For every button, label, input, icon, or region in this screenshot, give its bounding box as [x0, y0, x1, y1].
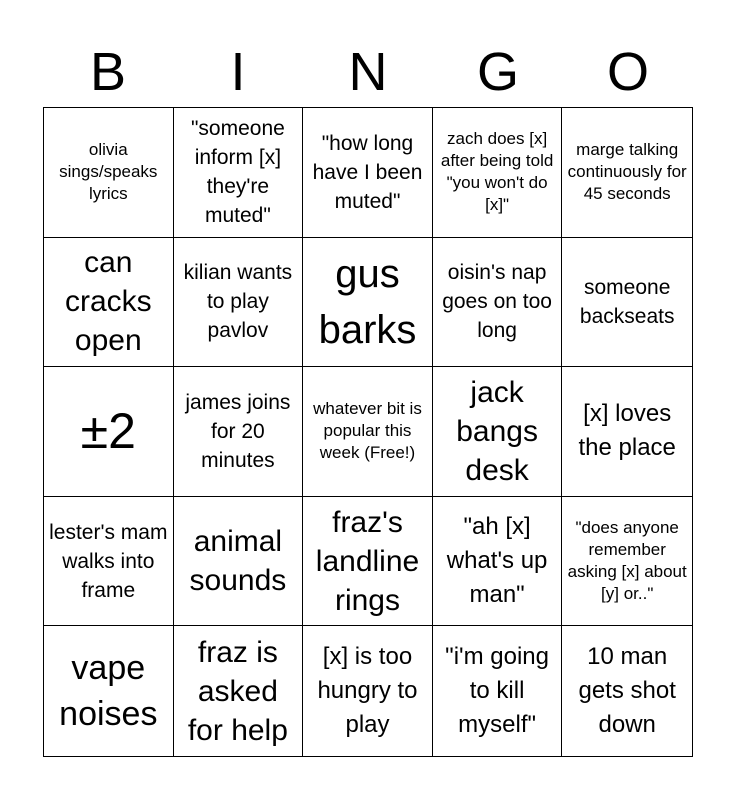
bingo-cell-r5-c3[interactable] [303, 626, 433, 756]
header-letter-n: N [348, 42, 388, 102]
cell-label: someone backseats [579, 275, 675, 328]
bingo-board [43, 107, 693, 757]
cell-label: "someone inform [x] they're muted" [190, 117, 285, 228]
cell-label: fraz's landline rings [315, 505, 420, 617]
bingo-cell-r2-c5[interactable] [562, 238, 692, 368]
bingo-cell-r3-c2[interactable] [174, 367, 304, 497]
bingo-cell-r4-c5[interactable] [562, 497, 692, 627]
bingo-cell-r2-c4[interactable] [433, 238, 563, 368]
cell-label: [x] is too hungry to play [317, 643, 418, 739]
bingo-cell-r1-c5[interactable] [562, 108, 692, 238]
cell-label: "how long have I been muted" [312, 131, 423, 213]
cell-label: kilian wants to play pavlov [183, 261, 293, 343]
cell-label: jack bangs desk [456, 375, 538, 487]
bingo-cell-r5-c5[interactable] [562, 626, 692, 756]
bingo-cell-r2-c3[interactable] [303, 238, 433, 368]
cell-label: [x] loves the place [578, 400, 676, 462]
cell-label: marge talking continuously for 45 seconds [567, 140, 687, 204]
bingo-cell-r2-c2[interactable] [174, 238, 304, 368]
bingo-cell-r1-c3[interactable] [303, 108, 433, 238]
cell-label: oisin's nap goes on too long [442, 261, 552, 343]
cell-label: "does anyone remember asking [x] about [y] or.." [567, 518, 687, 604]
cell-label: "i'm going to kill myself" [445, 643, 549, 739]
cell-label: fraz is asked for help [187, 635, 288, 747]
header-letter-o: O [606, 42, 649, 102]
bingo-cell-r4-c2[interactable] [174, 497, 304, 627]
cell-label: lester's mam walks into frame [49, 520, 168, 602]
cell-label: olivia sings/speaks lyrics [59, 140, 158, 204]
bingo-cell-r4-c3[interactable] [303, 497, 433, 627]
bingo-cell-r5-c1[interactable] [44, 626, 174, 756]
cell-label: whatever bit is popular this week (Free!) [313, 399, 422, 463]
cell-label: vape noises [59, 649, 158, 734]
bingo-cell-r3-c3[interactable] [303, 367, 433, 497]
bingo-cell-r2-c1[interactable] [44, 238, 174, 368]
bingo-cell-r4-c4[interactable] [433, 497, 563, 627]
cell-label: james joins for 20 minutes [185, 390, 291, 472]
cell-label: 10 man gets shot down [578, 643, 676, 739]
cell-label: can cracks open [64, 246, 152, 358]
cell-label: "ah [x] what's up man" [446, 513, 548, 609]
cell-label: animal sounds [189, 525, 287, 598]
bingo-cell-r3-c4[interactable] [433, 367, 563, 497]
bingo-cell-r1-c1[interactable] [44, 108, 174, 238]
bingo-cell-r1-c4[interactable] [433, 108, 563, 238]
bingo-cell-r4-c1[interactable] [44, 497, 174, 627]
header-letter-b: B [89, 42, 127, 102]
header-letter-g: G [476, 42, 519, 102]
bingo-cell-r1-c2[interactable] [174, 108, 304, 238]
cell-label: gus barks [318, 251, 417, 352]
bingo-cell-r5-c4[interactable] [433, 626, 563, 756]
bingo-header [43, 36, 693, 108]
cell-label: ±2 [80, 403, 136, 460]
bingo-cell-r3-c1[interactable] [44, 367, 174, 497]
header-letter-i: I [230, 42, 246, 102]
bingo-cell-r3-c5[interactable] [562, 367, 692, 497]
bingo-cell-r5-c2[interactable] [174, 626, 304, 756]
cell-label: zach does [x] after being told "you won't do [x]" [440, 129, 554, 215]
